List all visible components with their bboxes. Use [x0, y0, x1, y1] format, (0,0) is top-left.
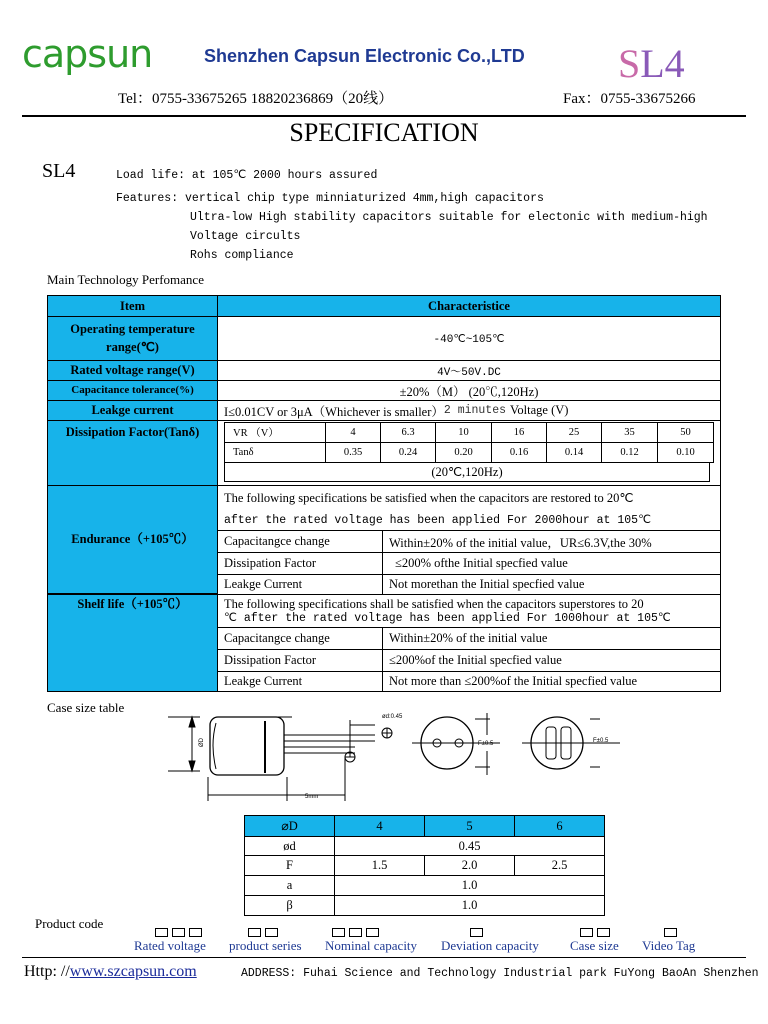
op-temp-label: Operating temperature range(℃): [47, 316, 218, 361]
code-box: [349, 928, 362, 937]
df-vr-label: VR （V）: [224, 422, 326, 443]
rated-voltage-label: Rated voltage range(V): [47, 360, 218, 381]
code-box: [580, 928, 593, 937]
product-code-heading: Product code: [35, 916, 104, 931]
telephone-text: Tel：0755-33675265 18820236869（20线）: [118, 91, 394, 107]
table-header-item: Item: [47, 295, 218, 317]
code-box: [248, 928, 261, 937]
case-header-cell: 4: [334, 815, 425, 837]
endurance-label: Endurance（+105℃）: [47, 485, 218, 594]
df-voltage: 35: [601, 422, 658, 443]
endurance-row-value: Not morethan the Initial specfied value: [382, 574, 721, 595]
shelf-row-value: ≤200%of the Initial specfied value: [382, 649, 721, 672]
endurance-desc-line: after the rated voltage has been applied For 2000hour at 105℃: [224, 513, 651, 527]
code-box: [155, 928, 168, 937]
code-box: [172, 928, 185, 937]
case-header-cell: ⌀D: [244, 815, 335, 837]
cap-tolerance-value: ±20%（M） (20℃,120Hz): [217, 380, 721, 401]
case-header-cell: 5: [424, 815, 515, 837]
df-voltage: 16: [491, 422, 547, 443]
leakage-time: 2 minutes: [443, 404, 507, 417]
case-row-label: a: [244, 875, 335, 896]
code-box: [597, 928, 610, 937]
website-prefix: Http: //: [24, 963, 70, 980]
endurance-desc-line: The following specifications be satisfied when the capacitors are restored to 20℃: [224, 490, 634, 505]
case-cell: 1.0: [334, 895, 605, 916]
leakage-formula: I≤0.01CV or 3μA（Whichever is smaller）: [224, 404, 444, 419]
code-box: [265, 928, 278, 937]
op-temp-value: -40℃~105℃: [217, 316, 721, 361]
shelf-desc-line: The following specifications shall be satisfied when the capacitors superstores to 20: [224, 597, 644, 612]
cap-tolerance-label: Capacitance tolerance(%): [47, 380, 218, 401]
code-box: [470, 928, 483, 937]
case-cell: 2.0: [424, 855, 515, 876]
code-part-label: product series: [229, 938, 302, 953]
endurance-row-item: Leakge Current: [217, 574, 383, 595]
footer-website: [24, 963, 197, 981]
case-row-label: ød: [244, 836, 335, 856]
series-badge-logo: SL4: [618, 41, 685, 86]
code-box: [664, 928, 677, 937]
case-size-heading: Case size table: [47, 700, 125, 715]
df-value: 0.20: [435, 442, 492, 463]
leakage-voltage: Voltage (V): [510, 403, 569, 417]
fax-text: Fax：0755-33675266: [563, 91, 696, 107]
footer-address: ADDRESS: Fuhai Science and Technology Industrial park FuYong BaoAn Shenzhen: [241, 967, 759, 980]
df-value: 0.24: [380, 442, 436, 463]
endurance-row-value: ≤200% ofthe Initial specfied value: [382, 552, 721, 575]
df-voltage: 25: [546, 422, 602, 443]
model-name: SL4: [42, 160, 76, 182]
company-logo: capsun: [22, 32, 153, 76]
load-life-text: Load life: at 105℃ 2000 hours assured: [116, 169, 378, 182]
diameter-dim-label: ØD: [199, 738, 205, 747]
shelf-row-item: Capacitangce change: [217, 627, 383, 650]
endurance-row-item: Capacitangce change: [217, 530, 383, 553]
website-link[interactable]: www.szcapsun.com: [69, 963, 197, 980]
case-cell: 1.5: [334, 855, 425, 876]
pitch-label-1: F±0.5: [478, 741, 494, 747]
capacitor-dimension-drawing: [160, 705, 630, 805]
footer-divider: [22, 957, 746, 958]
code-box: [189, 928, 202, 937]
leakage-value: [217, 400, 721, 421]
features-line: Ultra-low High stability capacitors suitable for electonic with medium-high: [190, 211, 708, 224]
leakage-label: Leakge current: [47, 400, 218, 421]
shelf-life-description: [217, 594, 721, 628]
capacitor-side-view: [168, 717, 375, 801]
endurance-description: [217, 485, 721, 531]
code-part-label: Nominal capacity: [325, 938, 418, 953]
df-voltage: 6.3: [380, 422, 436, 443]
dissipation-label: Dissipation Factor(Tanδ): [47, 420, 218, 486]
df-value: 0.16: [491, 442, 547, 463]
shelf-row-value: Not more than ≤200%of the Initial specfied value: [382, 671, 721, 692]
table-header-characteristics: Characteristice: [217, 295, 721, 317]
code-part-label: Case size: [570, 938, 619, 953]
case-row-label: F: [244, 855, 335, 876]
features-line: Rohs compliance: [190, 249, 294, 262]
company-name: Shenzhen Capsun Electronic Co.,LTD: [204, 46, 525, 66]
code-box: [332, 928, 345, 937]
case-cell: 1.0: [334, 875, 605, 896]
df-value: 0.10: [657, 442, 714, 463]
case-cell: 2.5: [514, 855, 605, 876]
pitch-label-2: F±0.5: [593, 738, 609, 744]
df-value: 0.35: [325, 442, 381, 463]
section-heading: Main Technology Perfomance: [47, 272, 204, 287]
shelf-life-label: Shelf life（+105℃）: [47, 594, 218, 692]
length-dim-label: 5mm: [305, 794, 319, 800]
df-condition: (20℃,120Hz): [224, 462, 710, 482]
df-tan-label: Tanδ: [224, 442, 326, 463]
df-value: 0.12: [601, 442, 658, 463]
case-header-cell: 6: [514, 815, 605, 837]
shelf-desc-line: ℃ after the rated voltage has been applied For 1000hour at 105℃: [224, 611, 671, 625]
rated-voltage-value: 4V～50V.DC: [217, 360, 721, 381]
shelf-row-item: Leakge Current: [217, 671, 383, 692]
lead-diameter-label: ød:0.45: [382, 714, 403, 720]
df-voltage: 4: [325, 422, 381, 443]
code-part-label: Rated voltage: [134, 938, 206, 953]
features-line: Features: vertical chip type minniaturized 4mm,high capacitors: [116, 192, 544, 205]
shelf-row-item: Dissipation Factor: [217, 649, 383, 672]
case-cell: 0.45: [334, 836, 605, 856]
endurance-row-item: Dissipation Factor: [217, 552, 383, 575]
df-value: 0.14: [546, 442, 602, 463]
code-part-label: Deviation capacity: [441, 938, 539, 953]
code-box: [366, 928, 379, 937]
features-line: Voltage circults: [190, 230, 301, 243]
endurance-row-value: Within±20% of the initial value，UR≤6.3V,the 30%: [382, 530, 721, 553]
case-row-label: β: [244, 895, 335, 916]
polarity-symbols: [345, 728, 392, 762]
shelf-row-value: Within±20% of the initial value: [382, 627, 721, 650]
df-voltage: 10: [435, 422, 492, 443]
df-voltage: 50: [657, 422, 714, 443]
page-title: SPECIFICATION: [289, 118, 479, 147]
header-divider: [22, 115, 746, 117]
code-part-label: Video Tag: [642, 938, 696, 953]
